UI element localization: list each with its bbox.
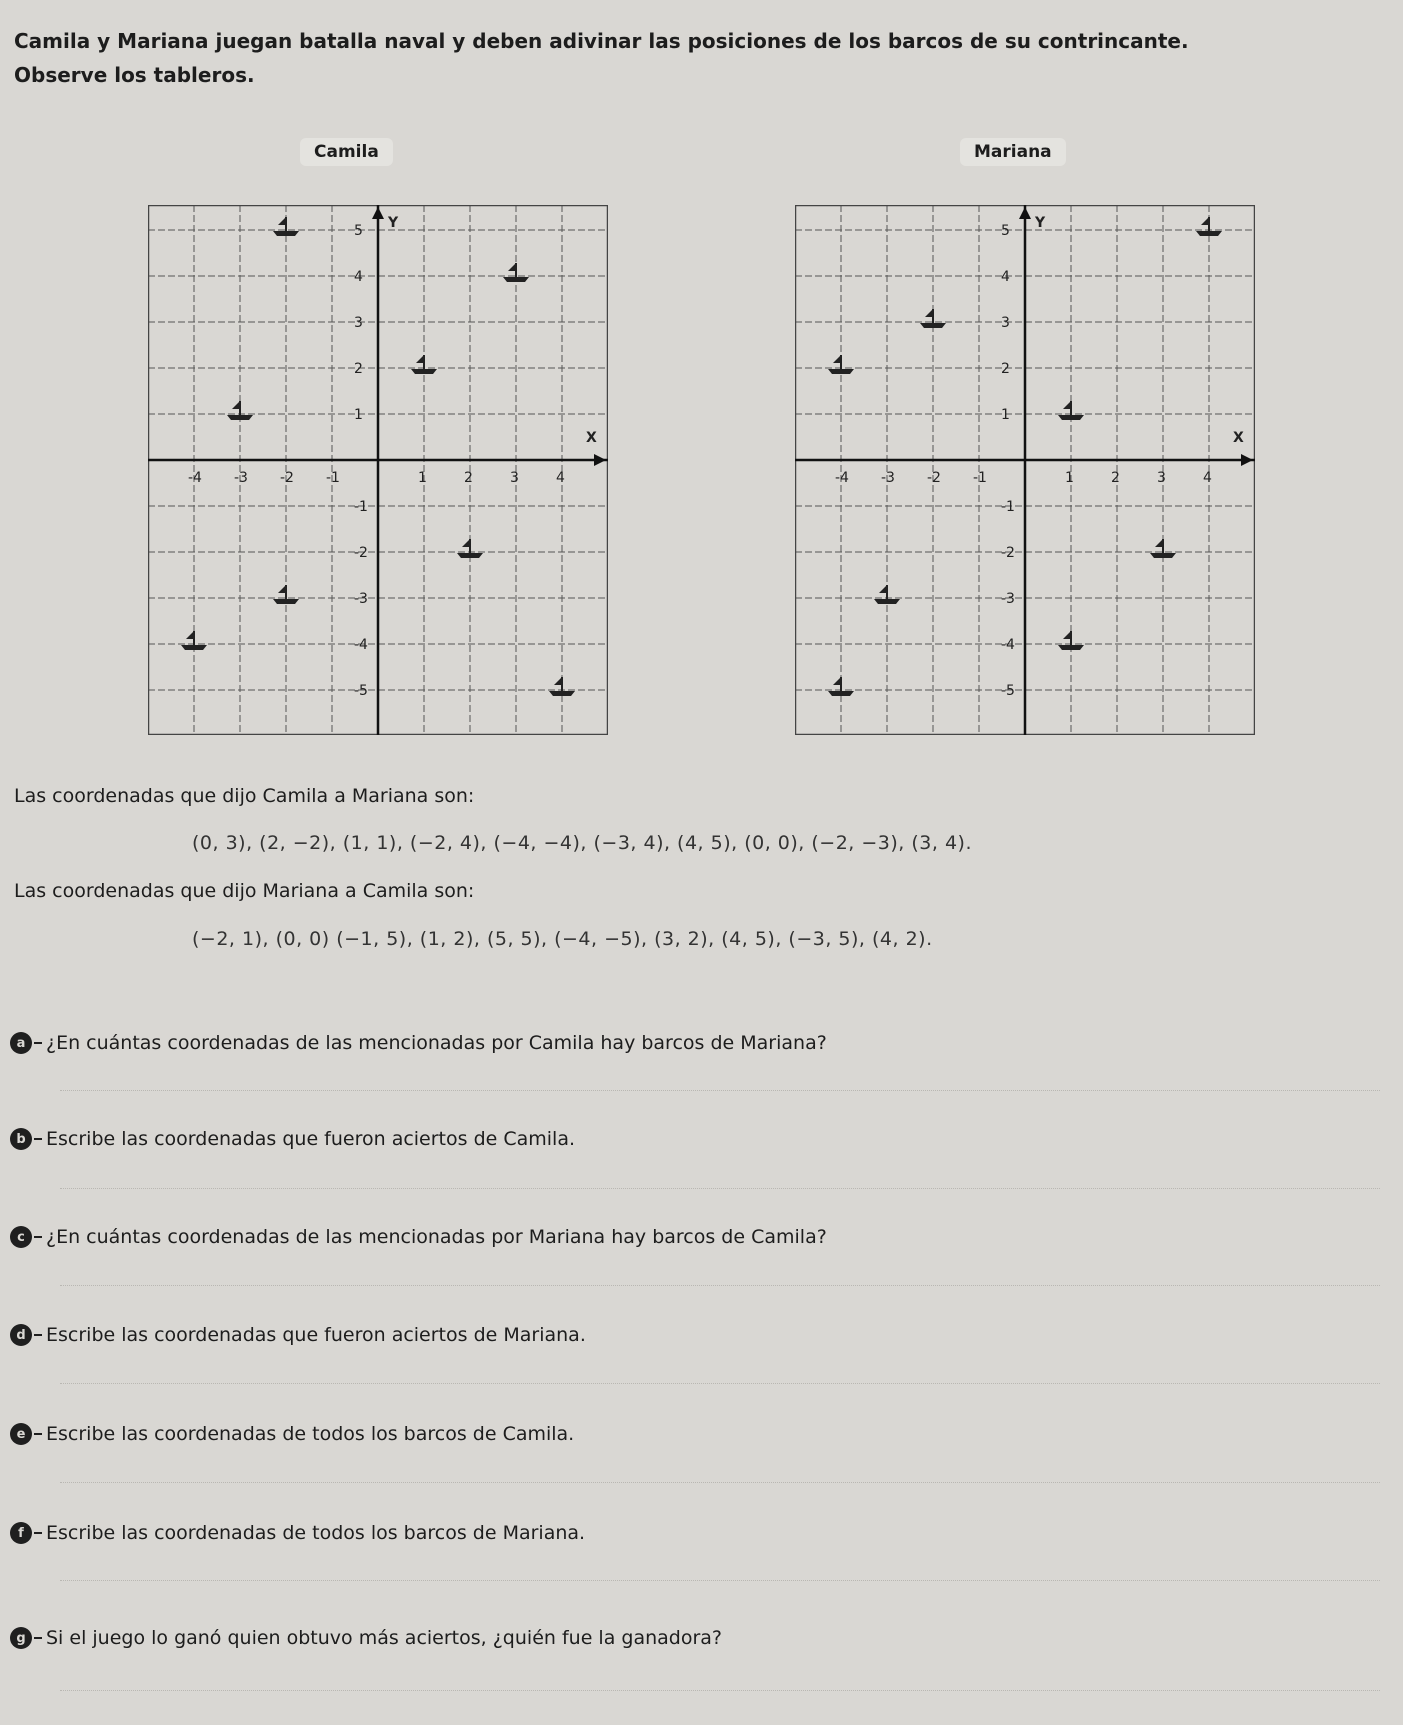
question-e-bullet: e: [10, 1423, 32, 1445]
mariana-ship-icon: [828, 355, 854, 374]
answer-line-b[interactable]: [60, 1188, 1380, 1189]
camila-y-tick-label: -3: [354, 591, 368, 607]
camila-coords-heading: Las coordenadas que dijo Camila a Mariana son:: [14, 785, 475, 807]
intro-line-2: Observe los tableros.: [14, 63, 255, 87]
camila-ship-icon: [273, 585, 299, 604]
mariana-y-tick-label: -5: [1001, 683, 1015, 699]
mariana-x-arrow: [1241, 454, 1253, 466]
mariana-ship-icon: [874, 585, 900, 604]
question-e-text: Escribe las coordenadas de todos los barcos de Camila.: [46, 1423, 575, 1445]
mariana-y-tick-label: 4: [1001, 269, 1010, 285]
question-d-text: Escribe las coordenadas que fueron aciertos de Mariana.: [46, 1324, 586, 1346]
question-b-bullet: b: [10, 1128, 32, 1150]
mariana-ship-icon: [1058, 401, 1084, 420]
answer-line-g[interactable]: [60, 1690, 1380, 1691]
intro-line-1: Camila y Mariana juegan batalla naval y deben adivinar las posiciones de los barcos de su contrincante.: [14, 29, 1189, 53]
answer-line-f[interactable]: [60, 1580, 1380, 1581]
camila-y-tick-label: -5: [354, 683, 368, 699]
camila-x-tick-label: 2: [464, 470, 473, 486]
camila-y-tick-label: 1: [354, 407, 363, 423]
camila-x-tick-label: 4: [556, 470, 565, 486]
question-a-bullet: a: [10, 1032, 32, 1054]
camila-ship-icon: [227, 401, 253, 420]
camila-y-axis-label: Y: [388, 215, 399, 231]
intro: [14, 24, 1394, 92]
camila-y-tick-label: -1: [354, 499, 368, 515]
question-b-text: Escribe las coordenadas que fueron aciertos de Camila.: [46, 1128, 576, 1150]
mariana-y-arrow: [1019, 207, 1031, 219]
camila-x-tick-label: -2: [280, 470, 294, 486]
camila-x-tick-label: -1: [326, 470, 340, 486]
mariana-y-tick-label: 2: [1001, 361, 1010, 377]
camila-ship-icon: [181, 631, 207, 650]
mariana-x-tick-label: -2: [927, 470, 941, 486]
camila-y-tick-label: 4: [354, 269, 363, 285]
question-d: [10, 1324, 586, 1346]
camila-x-tick-label: -3: [234, 470, 248, 486]
mariana-y-tick-label: -1: [1001, 499, 1015, 515]
camila-y-tick-label: 2: [354, 361, 363, 377]
mariana-y-tick-label: 5: [1001, 223, 1010, 239]
camila-ship-icon: [273, 217, 299, 236]
question-g-bullet: g: [10, 1627, 32, 1649]
mariana-board: [795, 205, 1255, 735]
mariana-y-tick-label: -4: [1001, 637, 1015, 653]
mariana-y-tick-label: -2: [1001, 545, 1015, 561]
answer-line-c[interactable]: [60, 1285, 1380, 1286]
camila-y-tick-label: -4: [354, 637, 368, 653]
camila-y-arrow: [372, 207, 384, 219]
answer-line-a[interactable]: [60, 1090, 1380, 1091]
answer-line-d[interactable]: [60, 1383, 1380, 1384]
question-g-text: Si el juego lo ganó quien obtuvo más aciertos, ¿quién fue la ganadora?: [46, 1627, 722, 1649]
question-c: [10, 1226, 827, 1248]
camila-x-tick-label: -4: [188, 470, 202, 486]
question-f-text: Escribe las coordenadas de todos los barcos de Mariana.: [46, 1522, 586, 1544]
camila-x-tick-label: 1: [418, 470, 427, 486]
camila-board-title: Camila: [300, 138, 393, 166]
mariana-y-tick-label: 1: [1001, 407, 1010, 423]
mariana-ship-icon: [920, 309, 946, 328]
mariana-y-axis-label: Y: [1035, 215, 1046, 231]
mariana-coords-heading: Las coordenadas que dijo Mariana a Camila son:: [14, 880, 475, 902]
camila-board: [148, 205, 608, 735]
mariana-x-tick-label: 1: [1065, 470, 1074, 486]
mariana-x-tick-label: 2: [1111, 470, 1120, 486]
mariana-y-tick-label: -3: [1001, 591, 1015, 607]
camila-coords-list: (0, 3), (2, −2), (1, 1), (−2, 4), (−4, −4), (−3, 4), (4, 5), (0, 0), (−2, −3), (3, 4).: [192, 832, 973, 854]
mariana-board-title: Mariana: [960, 138, 1066, 166]
camila-x-arrow: [594, 454, 606, 466]
question-c-bullet: c: [10, 1226, 32, 1248]
mariana-ship-icon: [828, 677, 854, 696]
question-f-bullet: f: [10, 1522, 32, 1544]
camila-ship-icon: [411, 355, 437, 374]
camila-x-axis-label: X: [586, 430, 597, 446]
answer-line-e[interactable]: [60, 1482, 1380, 1483]
question-g: [10, 1627, 722, 1649]
question-d-bullet: d: [10, 1324, 32, 1346]
mariana-ship-icon: [1196, 217, 1222, 236]
mariana-ship-icon: [1058, 631, 1084, 650]
mariana-x-tick-label: -1: [973, 470, 987, 486]
mariana-x-tick-label: -4: [835, 470, 849, 486]
mariana-x-tick-label: -3: [881, 470, 895, 486]
camila-y-tick-label: -2: [354, 545, 368, 561]
camila-ship-icon: [549, 677, 575, 696]
question-a: [10, 1032, 827, 1054]
camila-y-tick-label: 3: [354, 315, 363, 331]
mariana-x-tick-label: 3: [1157, 470, 1166, 486]
mariana-coords-list: (−2, 1), (0, 0) (−1, 5), (1, 2), (5, 5), (−4, −5), (3, 2), (4, 5), (−3, 5), (4, 2).: [192, 928, 933, 950]
camila-y-tick-label: 5: [354, 223, 363, 239]
question-f: [10, 1522, 585, 1544]
camila-ship-icon: [503, 263, 529, 282]
mariana-ship-icon: [1150, 539, 1176, 558]
mariana-y-tick-label: 3: [1001, 315, 1010, 331]
question-b: [10, 1128, 575, 1150]
mariana-x-axis-label: X: [1233, 430, 1244, 446]
question-e: [10, 1423, 574, 1445]
question-c-text: ¿En cuántas coordenadas de las mencionadas por Mariana hay barcos de Camila?: [46, 1226, 827, 1248]
camila-ship-icon: [457, 539, 483, 558]
question-a-text: ¿En cuántas coordenadas de las mencionadas por Camila hay barcos de Mariana?: [46, 1032, 827, 1054]
camila-x-tick-label: 3: [510, 470, 519, 486]
mariana-x-tick-label: 4: [1203, 470, 1212, 486]
